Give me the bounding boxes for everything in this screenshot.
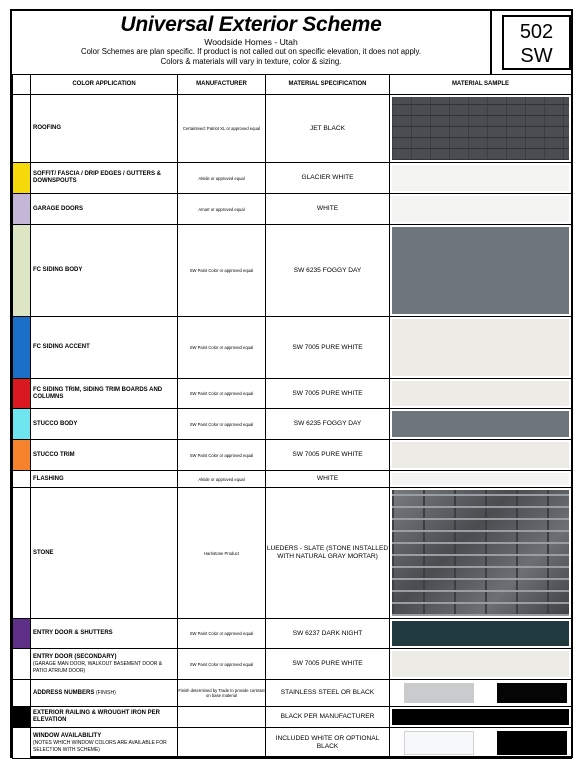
material-sample-cell: [390, 728, 572, 759]
application-header: COLOR APPLICATION: [31, 75, 178, 95]
application-cell: [31, 440, 178, 471]
scheme-sheet: [10, 9, 573, 758]
manufacturer-cell: [178, 707, 266, 728]
application-label: STUCCO BODY: [33, 420, 78, 427]
color-swatch: [13, 440, 31, 471]
specification-cell: GLACIER WHITE: [266, 163, 390, 194]
sheet-title: Universal Exterior Scheme: [120, 13, 382, 36]
manufacturer-cell: Amarr or approved equal: [178, 194, 266, 225]
specification-cell: SW 6237 DARK NIGHT: [266, 619, 390, 649]
table-row: [13, 194, 572, 225]
application-cell: [31, 471, 178, 488]
table-row: [13, 707, 572, 728]
sample-swatch-alt: [497, 683, 567, 703]
table-row: [13, 225, 572, 317]
sample-swatch: [392, 473, 569, 485]
material-sample-cell: [390, 409, 572, 440]
application-note: (NOTES WHICH WINDOW COLORS ARE AVAILABLE FOR SELECTION WITH SCHEME): [33, 739, 167, 753]
scheme-number-box: [502, 15, 571, 70]
material-sample-cell: [390, 225, 572, 317]
manufacturer-cell: [178, 728, 266, 759]
sample-swatch: [392, 621, 569, 646]
material-sample-cell: [390, 163, 572, 194]
table-row: [13, 680, 572, 707]
manufacturer-cell: SW Paint Color or approved equal: [178, 317, 266, 379]
sample-swatch: [392, 165, 569, 191]
color-swatch: [13, 194, 31, 225]
application-cell: [31, 95, 178, 163]
application-cell: [31, 194, 178, 225]
manufacturer-cell: SW Paint Color or approved equal: [178, 379, 266, 409]
table-row: [13, 619, 572, 649]
color-swatch: [13, 95, 31, 163]
color-swatch: [13, 409, 31, 440]
color-swatch: [13, 471, 31, 488]
manufacturer-cell: Finish determined by Trade to provide contrast on base material: [178, 680, 266, 707]
manufacturer-cell: Alside or approved equal: [178, 471, 266, 488]
application-label: GARAGE DOORS: [33, 205, 84, 212]
sample-swatch: [392, 381, 569, 406]
material-sample-cell: [390, 680, 572, 707]
manufacturer-cell: SW Paint Color or approved equal: [178, 440, 266, 471]
swatch-header: [13, 75, 31, 95]
application-note: (FINISH): [96, 689, 116, 696]
color-swatch: [13, 163, 31, 194]
application-cell: [31, 728, 178, 759]
specification-cell: JET BLACK: [266, 95, 390, 163]
shingle-texture: [392, 97, 569, 160]
application-label: ROOFING: [33, 125, 61, 131]
material-sample-cell: [390, 471, 572, 488]
application-cell: [31, 488, 178, 619]
specification-cell: SW 7005 PURE WHITE: [266, 379, 390, 409]
application-label: FC SIDING BODY: [33, 267, 83, 273]
application-cell: [31, 317, 178, 379]
manufacturer-cell: Alside or approved equal: [178, 163, 266, 194]
material-sample-cell: [390, 194, 572, 225]
specification-cell: BLACK PER MANUFACTURER: [266, 707, 390, 728]
color-swatch: [13, 619, 31, 649]
application-label: STONE: [33, 549, 54, 556]
material-sample-cell: [390, 317, 572, 379]
application-cell: [31, 649, 178, 680]
sample-swatch: [404, 731, 474, 755]
specification-cell: INCLUDED WHITE OR OPTIONAL BLACK: [266, 728, 390, 759]
table-row: [13, 649, 572, 680]
application-label: WINDOW AVAILABILITY: [33, 732, 102, 739]
builder-subtitle: Woodside Homes - Utah: [204, 37, 298, 47]
specification-cell: SW 7005 PURE WHITE: [266, 649, 390, 680]
application-label: SOFFIT/ FASCIA / DRIP EDGES / GUTTERS & DOWNSPOUTS: [33, 171, 162, 184]
sheet-header: [12, 11, 492, 74]
color-swatch: [13, 379, 31, 409]
application-label: ENTRY DOOR & SHUTTERS: [33, 630, 113, 636]
specification-cell: SW 6235 FOGGY DAY: [266, 409, 390, 440]
variation-note: Colors & materials will vary in texture, color & sizing.: [160, 56, 342, 66]
sample-swatch: [392, 411, 569, 437]
sample-swatch: [392, 709, 569, 725]
material-sample-cell: [390, 649, 572, 680]
sample-swatch: [404, 683, 474, 703]
application-cell: [31, 163, 178, 194]
sample-swatch: [392, 651, 569, 677]
application-cell: [31, 225, 178, 317]
specification-cell: WHITE: [266, 471, 390, 488]
application-label: FC SIDING TRIM, SIDING TRIM BOARDS AND COLUMNS: [33, 386, 163, 400]
color-swatch: [13, 680, 31, 707]
sample-swatch: [392, 227, 569, 314]
table-row: [13, 488, 572, 619]
material-sample-cell: [390, 440, 572, 471]
color-swatch: [13, 317, 31, 379]
sample-header: MATERIAL SAMPLE: [390, 75, 572, 95]
color-scheme-table: [12, 74, 572, 759]
application-cell: [31, 707, 178, 728]
application-cell: [31, 680, 178, 707]
application-label: ENTRY DOOR (SECONDARY): [33, 653, 117, 660]
table-row: [13, 440, 572, 471]
manufacturer-cell: SW Paint Color or approved equal: [178, 619, 266, 649]
specification-cell: SW 7005 PURE WHITE: [266, 317, 390, 379]
stone-texture: [392, 490, 569, 616]
table-header-row: [13, 75, 572, 95]
table-row: [13, 471, 572, 488]
manufacturer-cell: Certainteed: Patriot XL or approved equal: [178, 95, 266, 163]
specification-header: MATERIAL SPECIFICATION: [266, 75, 390, 95]
specification-cell: SW 6235 FOGGY DAY: [266, 225, 390, 317]
color-swatch: [13, 225, 31, 317]
manufacturer-cell: SW Paint Color or approved equal: [178, 649, 266, 680]
application-cell: [31, 379, 178, 409]
specification-cell: WHITE: [266, 194, 390, 225]
scheme-number: 502: [519, 21, 554, 43]
table-row: [13, 379, 572, 409]
color-swatch: [13, 649, 31, 680]
table-row: [13, 95, 572, 163]
application-label: FC SIDING ACCENT: [33, 344, 90, 350]
manufacturer-cell: SW Paint Color or approved equal: [178, 225, 266, 317]
application-cell: [31, 619, 178, 649]
application-label: STUCCO TRIM: [33, 451, 75, 458]
table-row: [13, 163, 572, 194]
application-label: FLASHING: [33, 475, 64, 482]
sample-swatch: [392, 196, 569, 222]
color-swatch: [13, 707, 31, 728]
plan-note: Color Schemes are plan specific. If product is not called out on specific elevation, it does not apply.: [80, 47, 422, 56]
material-sample-cell: [390, 488, 572, 619]
material-sample-cell: [390, 95, 572, 163]
sample-swatch-alt: [497, 731, 567, 755]
specification-cell: SW 7005 PURE WHITE: [266, 440, 390, 471]
material-sample-cell: [390, 707, 572, 728]
manufacturer-cell: SW Paint Color or approved equal: [178, 409, 266, 440]
application-label: EXTERIOR RAILING & WROUGHT IRON PER ELEVATION: [33, 710, 161, 723]
material-sample-cell: [390, 379, 572, 409]
specification-cell: STAINLESS STEEL OR BLACK: [266, 680, 390, 707]
color-swatch: [13, 488, 31, 619]
table-row: [13, 409, 572, 440]
table-row: [13, 317, 572, 379]
scheme-code: SW: [520, 45, 553, 67]
sample-swatch: [392, 442, 569, 468]
color-swatch: [13, 728, 31, 759]
application-cell: [31, 409, 178, 440]
manufacturer-header: MANUFACTURER: [178, 75, 266, 95]
application-label: ADDRESS NUMBERS: [33, 689, 95, 696]
material-sample-cell: [390, 619, 572, 649]
specification-cell: LUEDERS - SLATE (STONE INSTALLED WITH NATURAL GRAY MORTAR): [266, 488, 390, 619]
table-row: [13, 728, 572, 759]
sample-swatch: [392, 319, 569, 376]
application-note: (GARAGE MAN DOOR, WALKOUT BASEMENT DOOR & PATIO ATRIUM DOOR): [33, 660, 163, 674]
manufacturer-cell: Harristone Product: [178, 488, 266, 619]
